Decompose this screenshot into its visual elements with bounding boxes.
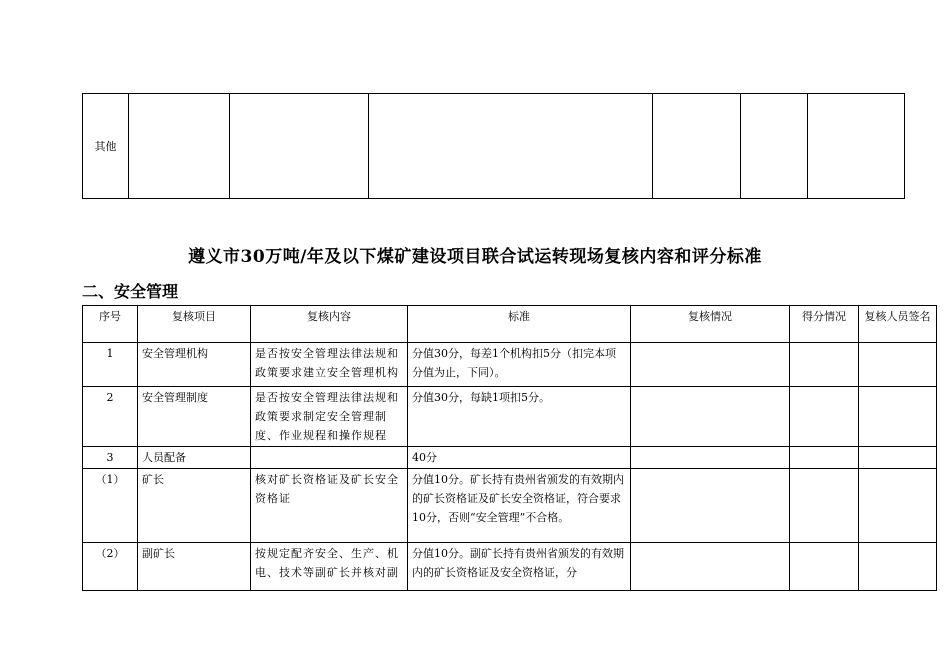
row-score <box>790 543 859 591</box>
table-header-row <box>83 306 937 343</box>
row-standard: 40分 <box>408 447 631 469</box>
row-content: 按规定配齐安全、生产、机电、技术等副矿长并核对副 <box>251 543 408 591</box>
row-standard: 分值10分。矿长持有贵州省颁发的有效期内的矿长资格证及矿长安全资格证，符合要求10分，否则“安全管理”不合格。 <box>408 469 631 543</box>
row-item: 安全管理制度 <box>138 387 251 447</box>
row-content: 是否按安全管理法律法规和政策要求建立安全管理机构 <box>251 343 408 387</box>
row-signature <box>859 469 937 543</box>
header-cell-item: 复核项目 <box>138 306 251 343</box>
row-standard: 分值30分，每差1个机构扣5分（扣完本项分值为止，下同）。 <box>408 343 631 387</box>
row-number: 3 <box>83 447 138 469</box>
row-item: 人员配备 <box>138 447 251 469</box>
row-item: 安全管理机构 <box>138 343 251 387</box>
row-standard: 分值30分，每缺1项扣5分。 <box>408 387 631 447</box>
row-number: （2） <box>83 543 138 591</box>
row-status <box>631 543 790 591</box>
table-row <box>83 343 937 387</box>
row-status <box>631 469 790 543</box>
header-cell-signature: 复核人员签名 <box>859 306 937 343</box>
header-cell-standard: 标准 <box>408 306 631 343</box>
review-table <box>82 305 937 591</box>
table-row <box>83 94 905 199</box>
row-status <box>631 387 790 447</box>
row-content: 是否按安全管理法律法规和政策要求制定安全管理制度、作业规程和操作规程 <box>251 387 408 447</box>
header-cell-status: 复核情况 <box>631 306 790 343</box>
section-heading: 二、安全管理 <box>82 282 179 301</box>
row-score <box>790 447 859 469</box>
table-row <box>83 447 937 469</box>
previous-table-fragment <box>82 93 905 199</box>
row-score <box>790 343 859 387</box>
row-content: 核对矿长资格证及矿长安全资格证 <box>251 469 408 543</box>
row-signature <box>859 543 937 591</box>
table-cell <box>808 94 905 199</box>
table-row <box>83 387 937 447</box>
row-number: 2 <box>83 387 138 447</box>
table-cell <box>653 94 741 199</box>
table-cell: 其他 <box>83 94 129 199</box>
table-row <box>83 543 937 591</box>
row-content <box>251 447 408 469</box>
header-cell-score: 得分情况 <box>790 306 859 343</box>
row-standard: 分值10分。副矿长持有贵州省颁发的有效期内的矿长资格证及安全资格证，分 <box>408 543 631 591</box>
row-item: 副矿长 <box>138 543 251 591</box>
row-item: 矿长 <box>138 469 251 543</box>
row-number: （1） <box>83 469 138 543</box>
row-status <box>631 447 790 469</box>
table-cell <box>741 94 808 199</box>
header-cell-content: 复核内容 <box>251 306 408 343</box>
table-cell <box>129 94 230 199</box>
row-score <box>790 469 859 543</box>
row-status <box>631 343 790 387</box>
row-score <box>790 387 859 447</box>
row-number: 1 <box>83 343 138 387</box>
row-signature <box>859 343 937 387</box>
row-signature <box>859 387 937 447</box>
table-cell <box>230 94 369 199</box>
table-row <box>83 469 937 543</box>
row-signature <box>859 447 937 469</box>
document-title: 遵义市30万吨/年及以下煤矿建设项目联合试运转现场复核内容和评分标准 <box>188 247 762 267</box>
header-cell-no: 序号 <box>83 306 138 343</box>
table-cell <box>369 94 653 199</box>
